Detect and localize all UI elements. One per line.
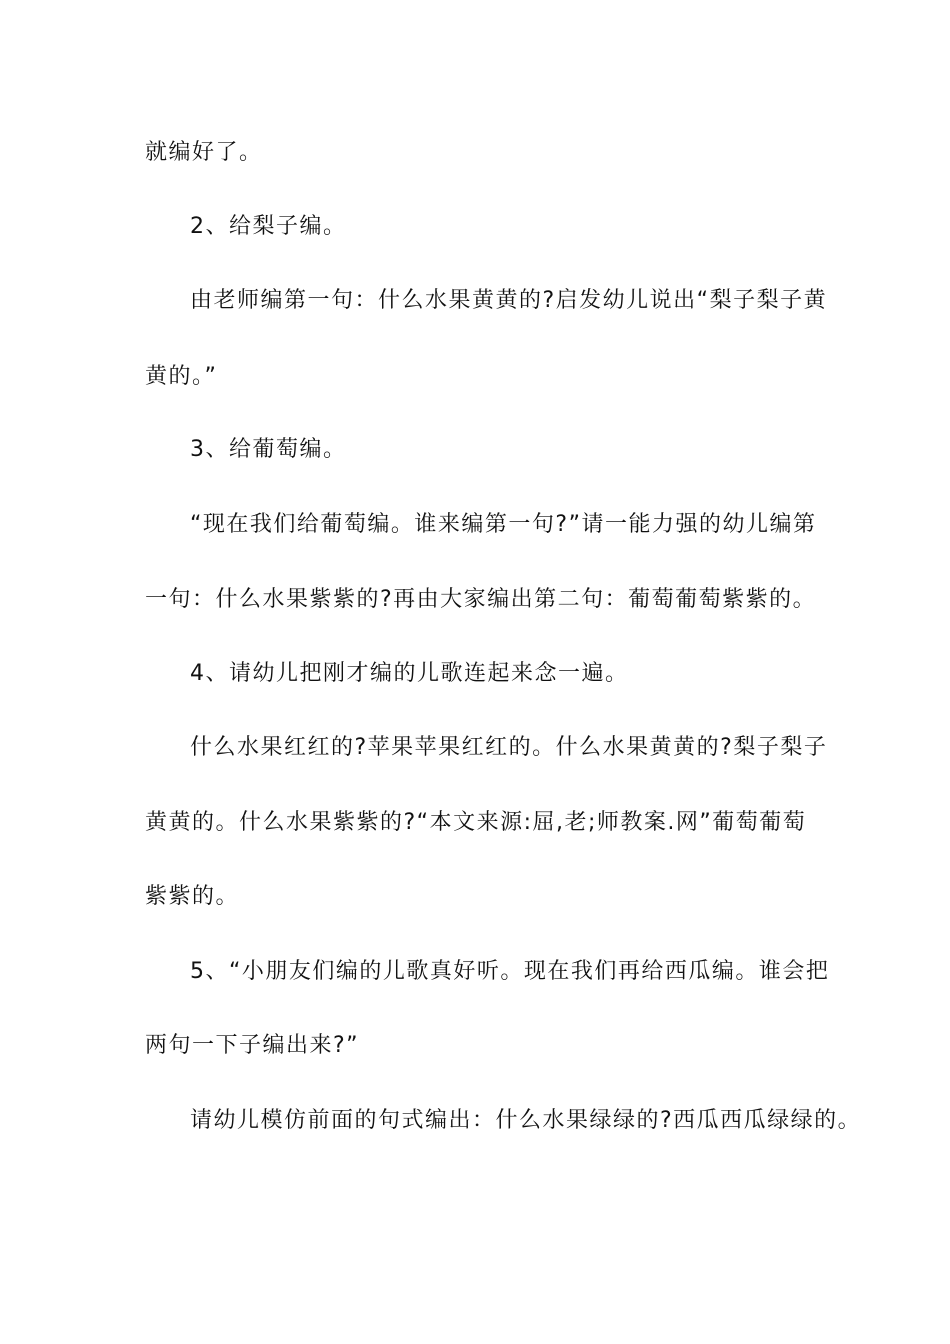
text-line-12: 5、“小朋友们编的儿歌真好听。现在我们再给西瓜编。谁会把: [190, 959, 830, 984]
text-line-14: 请幼儿模仿前面的句式编出：什么水果绿绿的?西瓜西瓜绿绿的。: [190, 1108, 862, 1133]
text-line-1: 就编好了。: [145, 140, 263, 165]
text-line-10: 黄黄的。什么水果紫紫的?“本文来源:屈,老;师教案.网”葡萄葡萄: [145, 810, 807, 835]
text-line-4: 黄的。”: [145, 364, 218, 389]
text-line-6: “现在我们给葡萄编。谁来编第一句?”请一能力强的幼儿编第: [190, 512, 817, 537]
text-line-9: 什么水果红红的?苹果苹果红红的。什么水果黄黄的?梨子梨子: [190, 735, 828, 760]
text-line-5: 3、给葡萄编。: [190, 437, 347, 462]
text-line-7: 一句：什么水果紫紫的?再由大家编出第二句：葡萄葡萄紫紫的。: [145, 587, 817, 612]
text-line-13: 两句一下子编出来?”: [145, 1033, 360, 1058]
text-line-8: 4、请幼儿把刚才编的儿歌连起来念一遍。: [190, 661, 629, 686]
text-line-3: 由老师编第一句：什么水果黄黄的?启发幼儿说出“梨子梨子黄: [190, 288, 828, 313]
text-line-11: 紫紫的。: [145, 884, 240, 909]
text-line-2: 2、给梨子编。: [190, 214, 347, 239]
